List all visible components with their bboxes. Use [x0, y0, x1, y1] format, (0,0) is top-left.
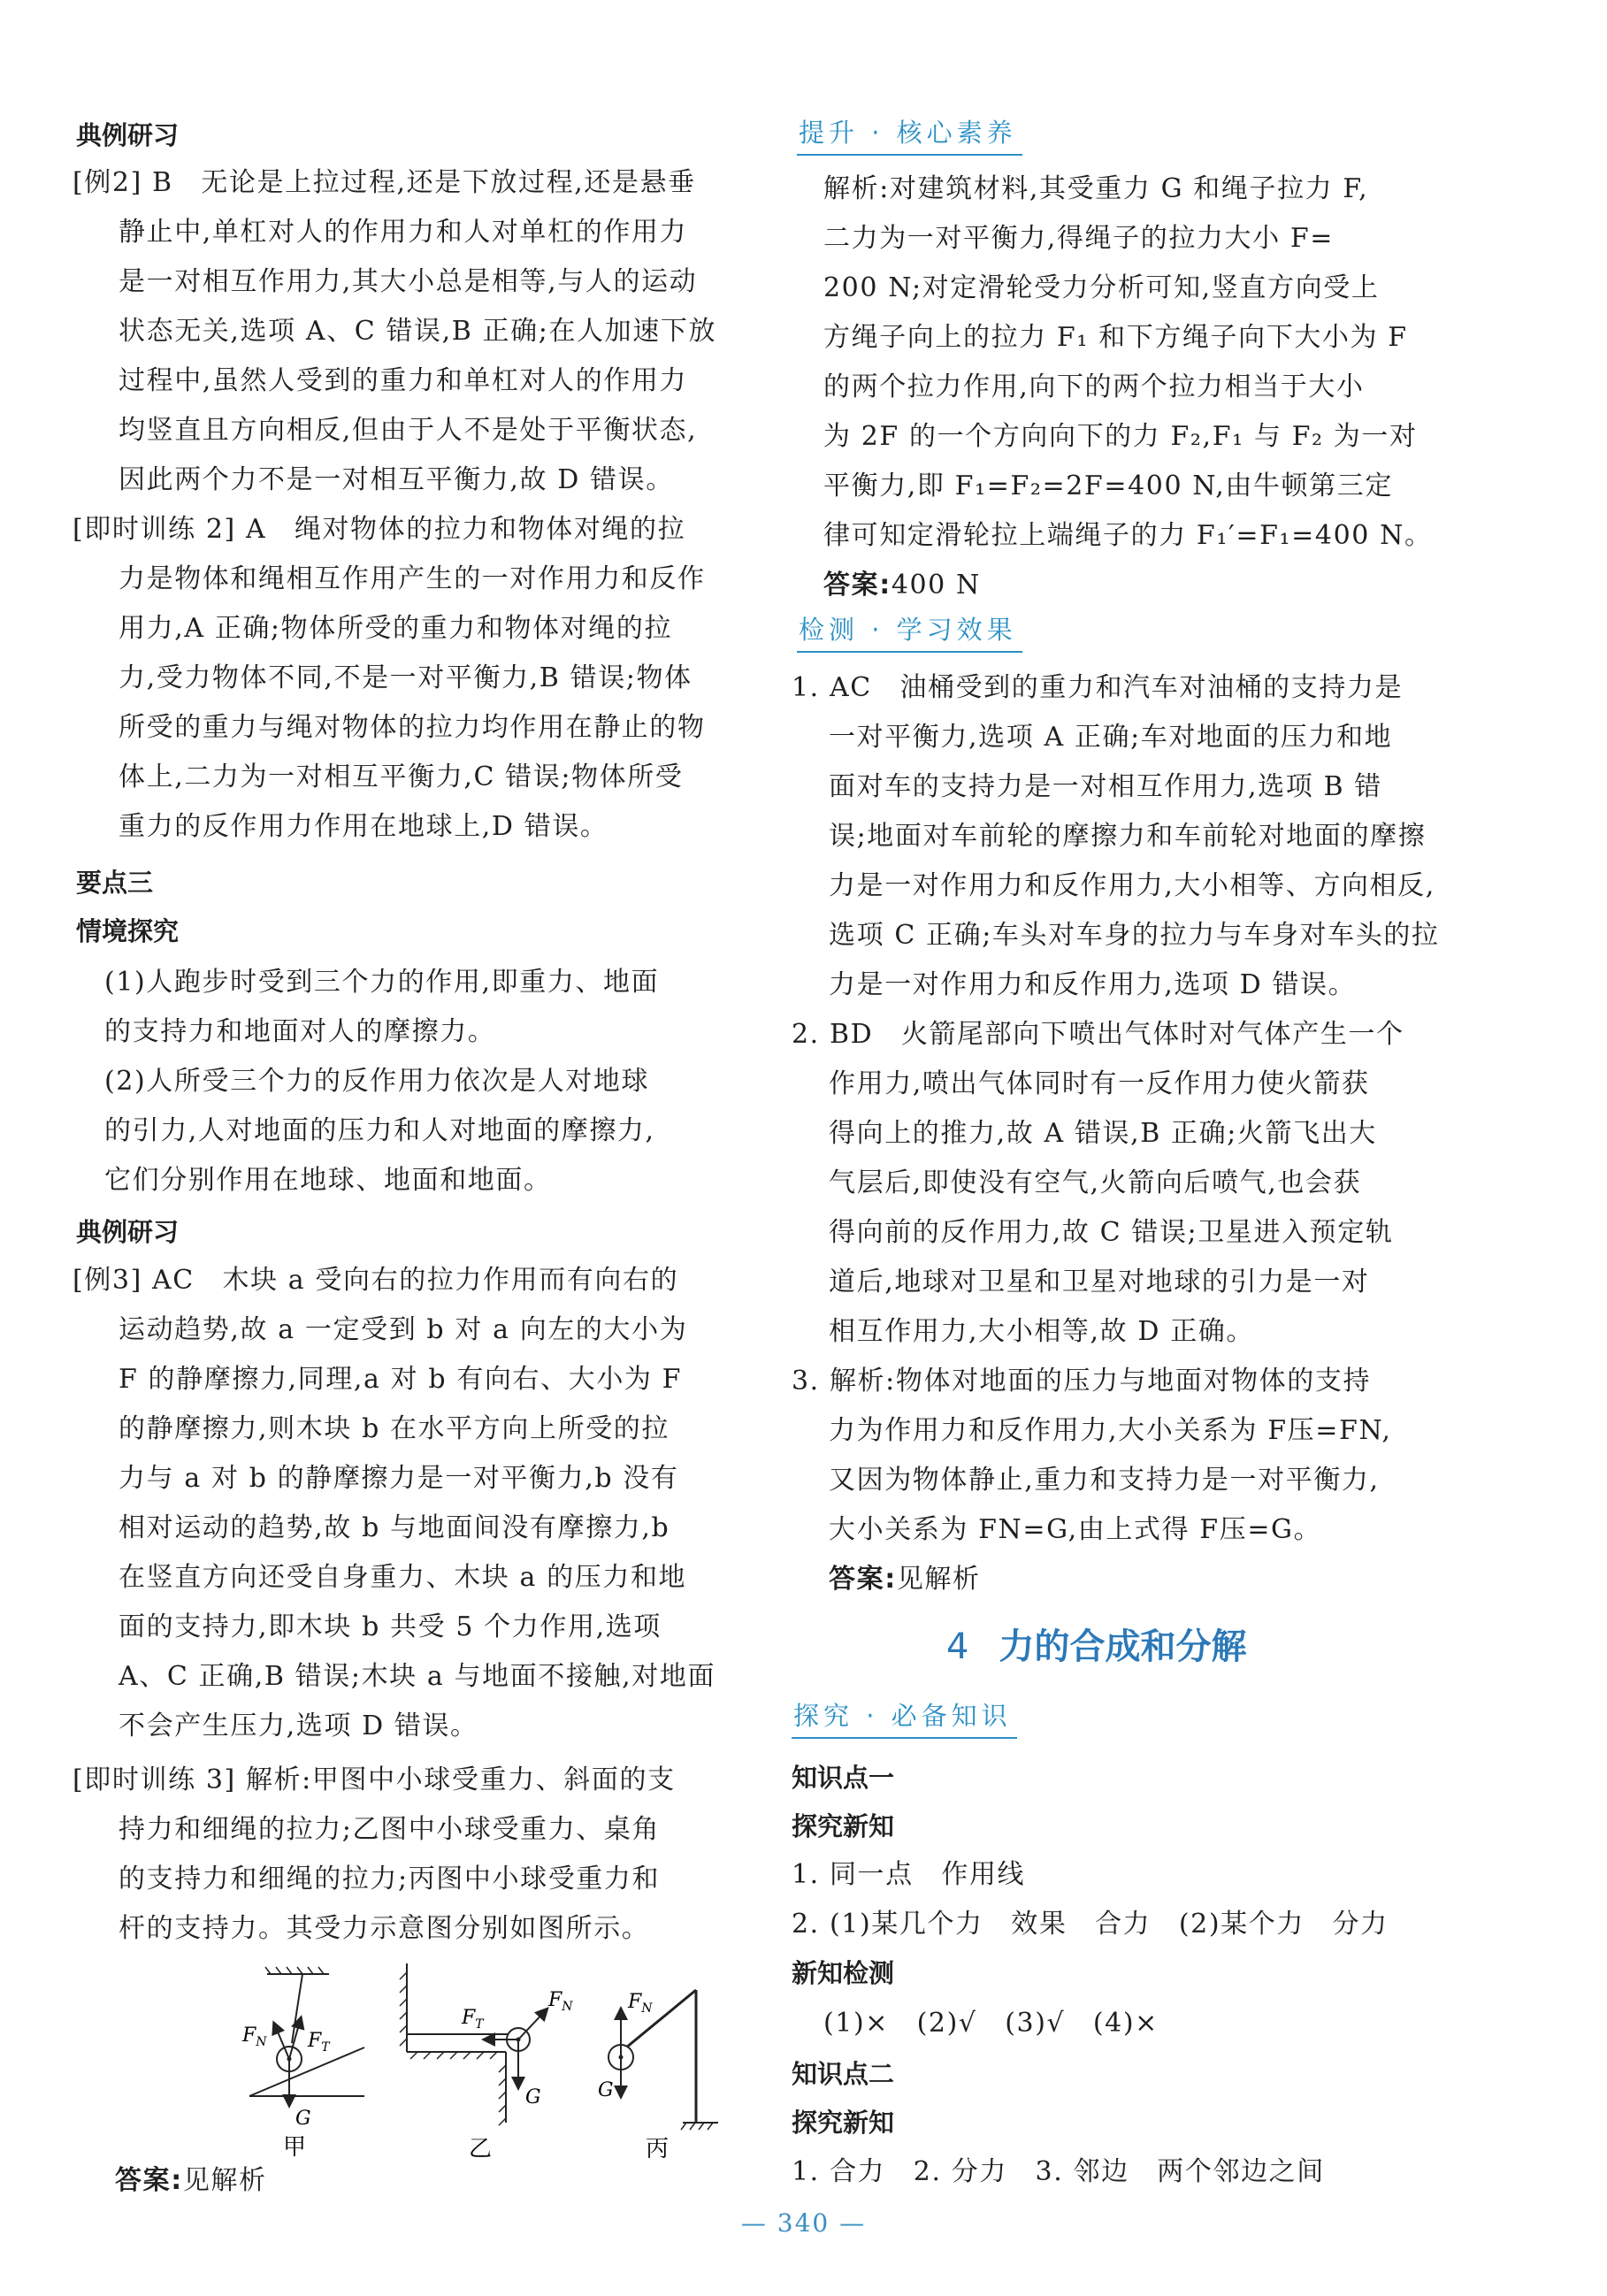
solution-line: 解析:对建筑材料,其受重力 G 和绳子拉力 F,: [823, 173, 1369, 204]
example-2-line: 均竖直且方向相反,但由于人不是处于平衡状态,: [119, 415, 698, 446]
example-3-line: 运动趋势,故 a 一定受到 b 对 a 向左的大小为: [119, 1314, 688, 1345]
check-answers: (1)× (2)√ (3)√ (4)×: [823, 2008, 1159, 2039]
page-number: — 340 —: [740, 2208, 867, 2238]
heading-knowledge-2: 知识点二: [792, 2059, 895, 2089]
question-3-line: 力为作用力和反作用力,大小关系为 F压=FN,: [829, 1415, 1392, 1446]
force-label-ft: $F_T$: [308, 2030, 330, 2055]
question-1-line: 误;地面对车前轮的摩擦力和车前轮对地面的摩擦: [829, 821, 1427, 852]
example-2-line: 静止中,单杠对人的作用力和人对单杠的作用力: [119, 217, 688, 248]
answer-label: 答案:: [115, 2165, 183, 2196]
heading-key-point-3: 要点三: [76, 868, 154, 898]
question-1-line: 一对平衡力,选项 A 正确;车对地面的压力和地: [829, 722, 1393, 753]
heading-dianli-2: 典例研习: [76, 1217, 180, 1247]
training-2-line: 用力,A 正确;物体所受的重力和物体对绳的拉: [119, 613, 673, 644]
example-2-line: [例2] B 无论是上拉过程,还是下放过程,还是悬垂: [73, 167, 696, 198]
solution-line: 的两个拉力作用,向下的两个拉力相当于大小: [823, 371, 1365, 402]
solution-line: 方绳子向上的拉力 F₁ 和下方绳子向下大小为 F: [823, 322, 1408, 353]
question-1-line: 面对车的支持力是一对相互作用力,选项 B 错: [829, 771, 1382, 802]
section-bar-test: 检测 · 学习效果: [797, 610, 1022, 653]
figure-label-bing: 丙: [646, 2136, 670, 2158]
question-1-line: 力是一对作用力和反作用力,选项 D 错误。: [829, 969, 1357, 1000]
chapter-number: 4: [946, 1626, 969, 1667]
training-3-line: 持力和细绳的拉力;乙图中小球受重力、桌角: [119, 1814, 661, 1845]
chapter-heading: [946, 1619, 1246, 1669]
heading-new-check: 新知检测: [792, 1958, 895, 1988]
example-3-line: F 的静摩擦力,同理,a 对 b 有向右、大小为 F: [119, 1364, 683, 1395]
question-2-line: 得向前的反作用力,故 C 错误;卫星进入预定轨: [829, 1217, 1394, 1248]
section-bar-core: 提升 · 核心素养: [797, 113, 1022, 156]
example-3-line: A、C 正确,B 错误;木块 a 与地面不接触,对地面: [119, 1661, 716, 1692]
situation-line: (1)人跑步时受到三个力的作用,即重力、地面: [104, 967, 660, 998]
knowledge-2-line: 1. 合力 2. 分力 3. 邻边 两个邻边之间: [792, 2156, 1325, 2187]
figure-label-yi: 乙: [469, 2136, 493, 2158]
training-2-line: 力是物体和绳相互作用产生的一对作用力和反作: [119, 563, 706, 594]
training-2-line: 重力的反作用力作用在地球上,D 错误。: [119, 811, 608, 842]
chapter-title: 力的合成和分解: [999, 1626, 1247, 1667]
question-1-line: 1. AC 油桶受到的重力和汽车对油桶的支持力是: [792, 672, 1404, 703]
force-label-fn: $F_N$: [242, 2024, 267, 2049]
answer-line: [115, 2156, 267, 2206]
force-label-g: G: [598, 2079, 614, 2101]
example-3-line: 不会产生压力,选项 D 错误。: [119, 1711, 478, 1741]
heading-dianli-1: 典例研习: [76, 120, 180, 150]
section-bar-explore: 探究 · 必备知识: [792, 1696, 1017, 1739]
situation-line: 的支持力和地面对人的摩擦力。: [104, 1016, 496, 1047]
knowledge-1-line: 1. 同一点 作用线: [792, 1859, 1026, 1890]
solution-line: 为 2F 的一个方向向下的力 F₂,F₁ 与 F₂ 为一对: [823, 421, 1418, 452]
example-2-line: 状态无关,选项 A、C 错误,B 正确;在人加速下放: [119, 316, 717, 347]
example-3-line: 面的支持力,即木块 b 共受 5 个力作用,选项: [119, 1611, 662, 1642]
solution-line: 律可知定滑轮拉上端绳子的力 F₁′=F₁=400 N。: [823, 520, 1433, 551]
training-2-line: 力,受力物体不同,不是一对平衡力,B 错误;物体: [119, 662, 693, 693]
training-3-line: 杆的支持力。其受力示意图分别如图所示。: [119, 1913, 650, 1944]
heading-explore-new-2: 探究新知: [792, 2108, 895, 2138]
force-label-ft: $F_T$: [462, 2007, 484, 2032]
figure-bing: [598, 1990, 718, 2158]
solution-line: 200 N;对定滑轮受力分析可知,竖直方向受上: [823, 272, 1380, 303]
answer-label: 答案:: [823, 570, 892, 601]
example-3-line: 力与 a 对 b 的静摩擦力是一对平衡力,b 没有: [119, 1463, 679, 1494]
training-3-line: 的支持力和细绳的拉力;丙图中小球受重力和: [119, 1864, 661, 1894]
example-3-line: 相对运动的趋势,故 b 与地面间没有摩擦力,b: [119, 1512, 670, 1543]
answer-line: [829, 1555, 981, 1604]
question-1-line: 力是一对作用力和反作用力,大小相等、方向相反,: [829, 870, 1435, 901]
example-3-line: 在竖直方向还受自身重力、木块 a 的压力和地: [119, 1562, 687, 1593]
question-3-line: 3. 解析:物体对地面的压力与地面对物体的支持: [792, 1366, 1372, 1397]
example-3-line: [例3] AC 木块 a 受向右的拉力作用而有向右的: [73, 1265, 679, 1296]
situation-line: 的引力,人对地面的压力和人对地面的摩擦力,: [104, 1115, 655, 1146]
example-2-line: 是一对相互作用力,其大小总是相等,与人的运动: [119, 266, 698, 297]
force-label-fn: $F_N$: [548, 1989, 573, 2014]
training-3-line: [即时训练 3] 解析:甲图中小球受重力、斜面的支: [73, 1764, 676, 1795]
answer-text: 见解析: [182, 2165, 267, 2196]
question-1-line: 选项 C 正确;车头对车身的拉力与车身对车头的拉: [829, 920, 1440, 951]
force-label-g: G: [525, 2086, 541, 2108]
situation-line: 它们分别作用在地球、地面和地面。: [104, 1165, 552, 1196]
answer-line: [823, 561, 981, 610]
force-label-g: G: [295, 2108, 311, 2130]
answer-label: 答案:: [829, 1564, 897, 1595]
figure-label-jia: 甲: [283, 2134, 307, 2158]
example-2-line: 过程中,虽然人受到的重力和单杠对人的作用力: [119, 365, 688, 396]
heading-explore-new-1: 探究新知: [792, 1811, 895, 1841]
force-diagrams: [161, 1955, 727, 2158]
question-2-line: 相互作用力,大小相等,故 D 正确。: [829, 1316, 1254, 1347]
situation-line: (2)人所受三个力的反作用力依次是人对地球: [104, 1066, 650, 1097]
solution-line: 二力为一对平衡力,得绳子的拉力大小 F=: [823, 223, 1335, 254]
figure-jia: [241, 1967, 364, 2158]
question-2-line: 道后,地球对卫星和卫星对地球的引力是一对: [829, 1267, 1370, 1297]
force-label-fn: $F_N$: [628, 1991, 653, 2016]
example-2-line: 因此两个力不是一对相互平衡力,故 D 错误。: [119, 464, 674, 495]
training-2-line: 所受的重力与绳对物体的拉力均作用在静止的物: [119, 712, 706, 743]
answer-text: 见解析: [896, 1564, 981, 1595]
training-2-line: [即时训练 2] A 绳对物体的拉力和物体对绳的拉: [73, 514, 686, 545]
question-3-line: 大小关系为 FN=G,由上式得 F压=G。: [829, 1514, 1322, 1545]
example-3-line: 的静摩擦力,则木块 b 在水平方向上所受的拉: [119, 1413, 670, 1444]
question-2-line: 气层后,即使没有空气,火箭向后喷气,也会获: [829, 1167, 1362, 1198]
heading-knowledge-1: 知识点一: [792, 1763, 895, 1793]
question-3-line: 又因为物体静止,重力和支持力是一对平衡力,: [829, 1465, 1380, 1496]
question-2-line: 作用力,喷出气体同时有一反作用力使火箭获: [829, 1068, 1370, 1099]
question-2-line: 2. BD 火箭尾部向下喷出气体时对气体产生一个: [792, 1019, 1404, 1050]
solution-line: 平衡力,即 F₁=F₂=2F=400 N,由牛顿第三定: [823, 471, 1393, 501]
answer-text: 400 N: [891, 570, 981, 601]
question-2-line: 得向上的推力,故 A 错误,B 正确;火箭飞出大: [829, 1118, 1377, 1149]
training-2-line: 体上,二力为一对相互平衡力,C 错误;物体所受: [119, 762, 684, 792]
figure-yi: [400, 1963, 573, 2158]
knowledge-1-line: 2. (1)某几个力 效果 合力 (2)某个力 分力: [792, 1909, 1389, 1940]
heading-situation: 情境探究: [76, 916, 180, 946]
